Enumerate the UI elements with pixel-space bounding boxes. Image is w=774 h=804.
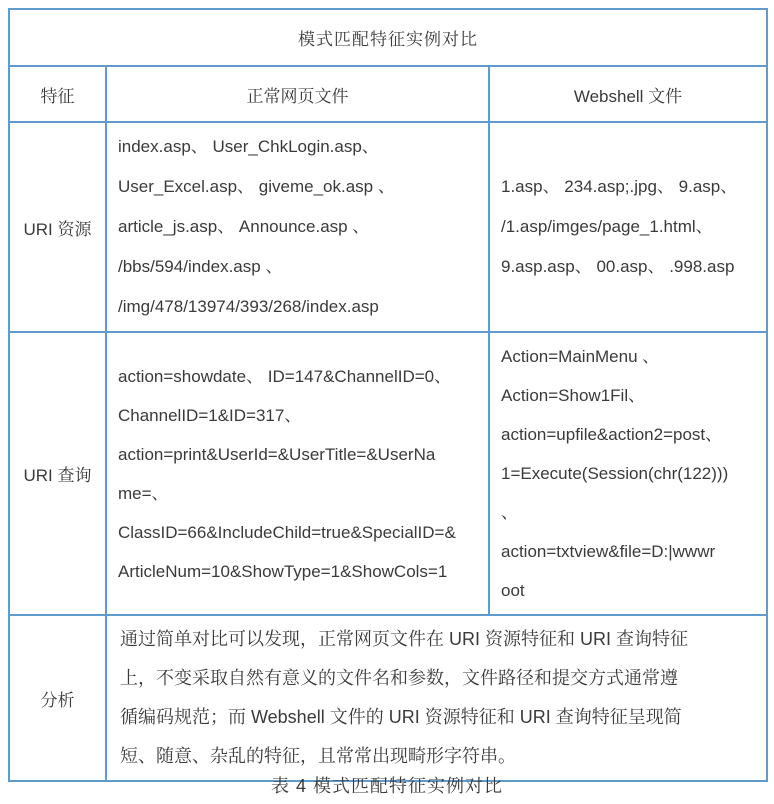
table-caption: 表 4 模式匹配特征实例对比 bbox=[270, 776, 503, 796]
uri-query-normal-cell bbox=[106, 332, 489, 615]
text-line: 短、随意、杂乱的特征，且常常出现畸形字符串。 bbox=[120, 746, 516, 766]
text-line: action=showdate、 ID=147&ChannelID=0、 bbox=[118, 366, 452, 386]
text-line: oot bbox=[501, 581, 525, 600]
row-label-uri-query: URI 查询 bbox=[9, 332, 106, 615]
text-line: Action=Show1Fil、 bbox=[501, 386, 646, 405]
text-line: 9.asp.asp、 00.asp、 .998.asp bbox=[501, 257, 735, 276]
text-line: 循编码规范；而 Webshell 文件的 URI 资源特征和 URI 查询特征呈现简 bbox=[120, 707, 682, 727]
uri-resource-normal-cell bbox=[106, 122, 489, 332]
text-line: User_Excel.asp、 giveme_ok.asp 、 bbox=[118, 177, 395, 196]
text-line: index.asp、 User_ChkLogin.asp、 bbox=[118, 137, 379, 156]
table-title-row bbox=[9, 9, 767, 66]
text-line: action=txtview&file=D:|wwwr bbox=[501, 542, 716, 561]
text-line: 上，不变采取自然有意义的文件名和参数，文件路径和提交方式通常遵 bbox=[120, 668, 678, 688]
table-row-analysis bbox=[9, 615, 767, 781]
text-line: ChannelID=1&ID=317、 bbox=[118, 405, 302, 425]
row-label-uri-resource: URI 资源 bbox=[9, 122, 106, 332]
column-header-normal-files: 正常网页文件 bbox=[106, 66, 489, 122]
analysis-content-cell bbox=[106, 615, 767, 781]
table-row-uri-query bbox=[9, 332, 767, 615]
text-line: 通过简单对比可以发现，正常网页文件在 URI 资源特征和 URI 查询特征 bbox=[120, 629, 688, 649]
text-line: 1.asp、 234.asp;.jpg、 9.asp、 bbox=[501, 177, 738, 196]
uri-resource-webshell-cell bbox=[489, 122, 767, 332]
text-line: ClassID=66&IncludeChild=true&SpecialID=& bbox=[118, 522, 456, 542]
column-header-feature: 特征 bbox=[9, 66, 106, 122]
text-line: Action=MainMenu 、 bbox=[501, 347, 660, 366]
text-line: action=upfile&action2=post、 bbox=[501, 425, 723, 444]
text-line: /bbs/594/index.asp 、 bbox=[118, 257, 283, 276]
column-header-webshell-files: Webshell 文件 bbox=[489, 66, 767, 122]
text-line: article_js.asp、 Announce.asp 、 bbox=[118, 217, 370, 236]
text-line: action=print&UserId=&UserTitle=&UserNa bbox=[118, 444, 436, 464]
text-line: 、 bbox=[501, 503, 518, 522]
table-title: 模式匹配特征实例对比 bbox=[9, 9, 767, 66]
table-row-uri-resource bbox=[9, 122, 767, 332]
text-line: 1=Execute(Session(chr(122))) bbox=[501, 464, 729, 483]
table-header-row bbox=[9, 66, 767, 122]
text-line: ArticleNum=10&ShowType=1&ShowCols=1 bbox=[118, 561, 448, 581]
row-label-analysis: 分析 bbox=[9, 615, 106, 781]
comparison-table bbox=[8, 8, 768, 782]
text-line: /img/478/13974/393/268/index.asp bbox=[118, 297, 379, 316]
uri-query-webshell-cell bbox=[489, 332, 767, 615]
text-line: /1.asp/imges/page_1.html、 bbox=[501, 217, 713, 236]
text-line: me=、 bbox=[118, 483, 169, 503]
